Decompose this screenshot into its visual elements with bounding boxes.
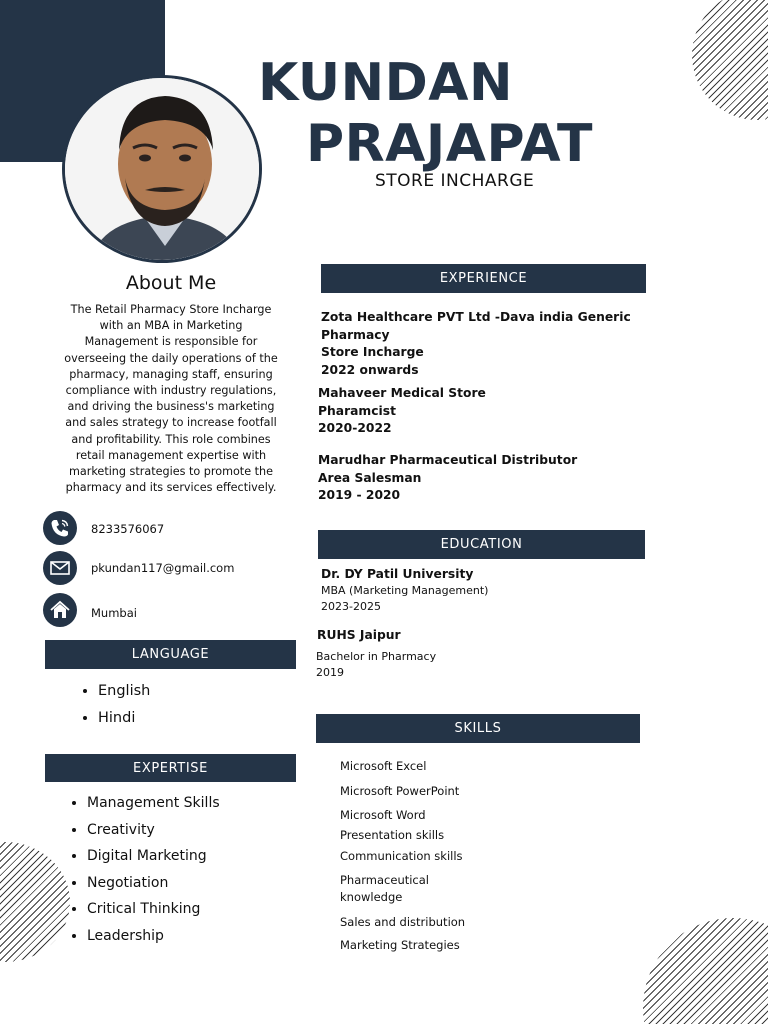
about-line: overseeing the daily operations of the <box>64 351 278 365</box>
about-line: and driving the business's marketing <box>67 400 275 414</box>
skill-item: Presentation skills <box>340 828 445 842</box>
job-company: Mahaveer Medical Store <box>318 386 486 400</box>
job-role: Store Incharge <box>321 345 424 360</box>
education-heading: EDUCATION <box>318 530 645 559</box>
about-text <box>45 302 297 496</box>
expertise-item: • Management Skills <box>87 790 220 817</box>
phone-icon <box>43 511 77 545</box>
language-item: • English <box>98 678 150 705</box>
skill-item: Marketing Strategies <box>340 938 460 952</box>
skill-item: Sales and distribution <box>340 915 466 929</box>
expertise-item: • Digital Marketing <box>87 843 220 870</box>
profile-photo <box>62 75 262 263</box>
job-role: Pharamcist <box>318 403 396 418</box>
education-school: RUHS Jaipur <box>317 628 401 642</box>
education-years: 2023-2025 <box>321 599 381 613</box>
first-name: KUNDAN <box>258 53 514 113</box>
hatched-circle-bottom-right <box>643 918 768 1024</box>
expertise-item: • Creativity <box>87 817 220 844</box>
about-line: The Retail Pharmacy Store Incharge <box>70 303 272 316</box>
about-line: compliance with industry regulations, <box>65 384 277 398</box>
envelope-icon <box>43 551 77 585</box>
last-name: PRAJAPAT <box>306 114 594 174</box>
skill-item-cont: knowledge <box>340 890 403 904</box>
about-line: retail management expertise with <box>75 448 267 462</box>
language-item: • Hindi <box>98 705 150 732</box>
job-entry <box>321 309 631 380</box>
education-years: 2019 <box>316 665 344 679</box>
job-company-cont: Pharmacy <box>321 327 390 342</box>
about-line: pharmacy and its services effectively. <box>65 481 277 495</box>
job-period: 2022 onwards <box>321 363 419 378</box>
language-list <box>80 678 150 732</box>
job-period: 2019 - 2020 <box>318 488 401 503</box>
job-entry <box>318 385 486 438</box>
skill-item: Pharmaceutical <box>340 873 430 887</box>
about-line: marketing strategies to promote the <box>69 465 273 479</box>
job-title: STORE INCHARGE <box>375 171 535 191</box>
job-company: Marudhar Pharmaceutical Distributor <box>318 453 578 467</box>
expertise-item: • Negotiation <box>87 870 220 897</box>
education-degree: MBA (Marketing Management) <box>321 584 489 597</box>
hatched-circle-bottom-left <box>0 842 70 962</box>
avatar <box>65 78 262 263</box>
expertise-heading: EXPERTISE <box>45 754 296 782</box>
phone-number[interactable]: 8233576067 <box>91 522 165 536</box>
skill-item: Microsoft PowerPoint <box>340 784 460 798</box>
about-line: and sales strategy to increase footfall <box>65 416 277 430</box>
email-address[interactable]: pkundan117@gmail.com <box>91 561 235 575</box>
job-role: Area Salesman <box>318 470 422 485</box>
skill-item: Microsoft Word <box>340 808 426 822</box>
skills-heading: SKILLS <box>316 714 640 743</box>
about-line: and profitability. This role combines <box>71 432 271 446</box>
job-entry <box>318 452 577 505</box>
job-company: Zota Healthcare PVT Ltd -Dava india Generic <box>321 310 631 324</box>
location: Mumbai <box>91 606 137 620</box>
education-degree: Bachelor in Pharmacy <box>316 650 437 663</box>
skill-item: Communication skills <box>340 849 463 863</box>
expertise-item: • Critical Thinking <box>87 896 220 923</box>
expertise-item: • Leadership <box>87 923 220 950</box>
about-line: pharmacy, managing staff, ensuring <box>69 367 273 381</box>
education-entry <box>321 566 488 614</box>
skill-item: Microsoft Excel <box>340 759 427 773</box>
experience-heading: EXPERIENCE <box>321 264 646 293</box>
job-period: 2020-2022 <box>318 421 392 436</box>
education-entry <box>317 627 436 680</box>
about-line: with an MBA in Marketing <box>99 319 243 333</box>
hatched-circle-top-right <box>692 0 768 120</box>
language-heading: LANGUAGE <box>45 640 296 669</box>
about-heading: About Me <box>125 272 217 294</box>
about-line: Management is responsible for <box>84 335 258 349</box>
education-school: Dr. DY Patil University <box>321 567 474 581</box>
home-icon <box>43 593 77 627</box>
expertise-list <box>69 790 220 950</box>
